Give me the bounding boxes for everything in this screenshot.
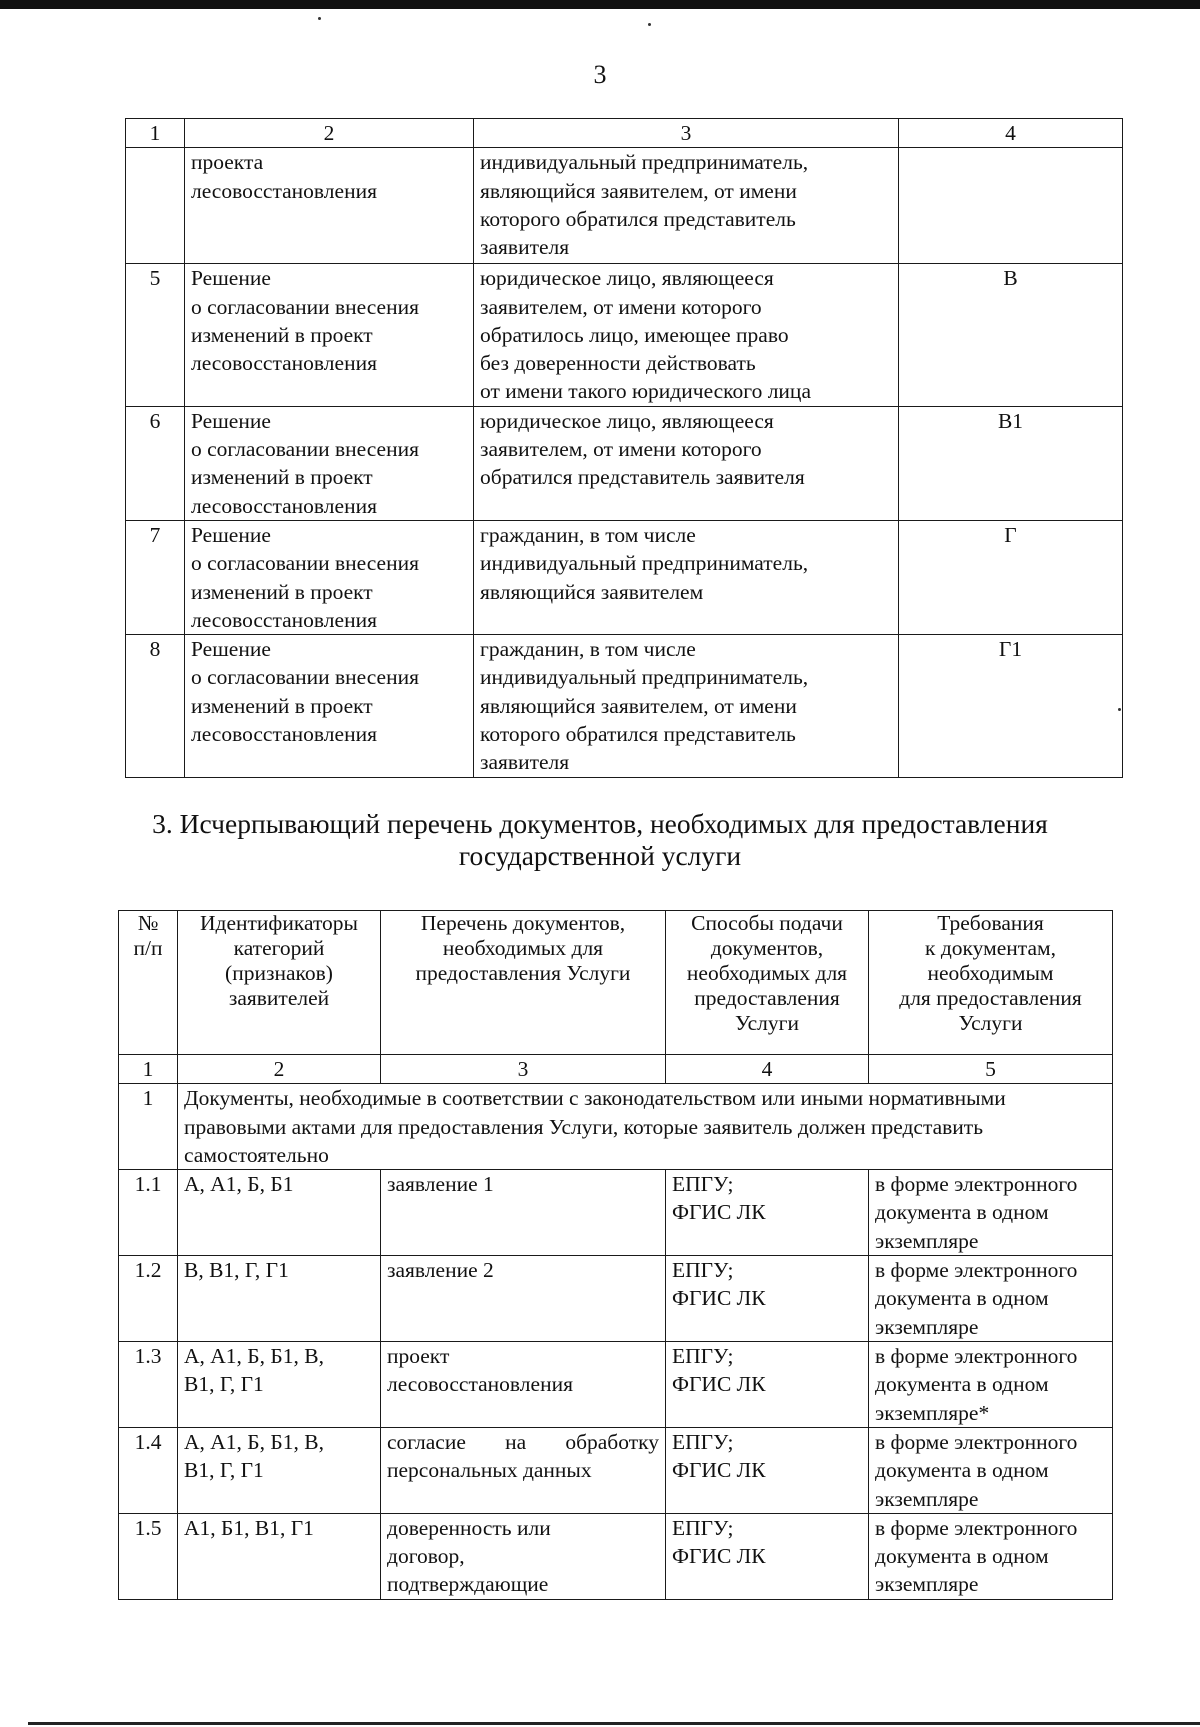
document-name xyxy=(381,1427,666,1513)
table-row xyxy=(126,635,1123,777)
group-number: 1 xyxy=(119,1084,178,1170)
category-code: В xyxy=(899,264,1123,406)
table-header-row xyxy=(119,911,1113,1055)
page-number: 3 xyxy=(593,60,607,89)
column-number: 3 xyxy=(381,1055,666,1084)
document-name: проекта лесовосстановления xyxy=(185,148,474,264)
row-number: 8 xyxy=(126,635,185,777)
applicant-ids: В, В1, Г, Г1 xyxy=(178,1256,381,1342)
scan-top-edge xyxy=(0,0,1200,9)
category-code: Г xyxy=(899,520,1123,634)
table-row xyxy=(119,1170,1113,1256)
group-description: Документы, необходимые в соответствии с законодательством или иными нормативными правовыми актами для предоставления Услуги, которые заявитель должен представить самостоятельно xyxy=(178,1084,1113,1170)
column-number-row xyxy=(119,1055,1113,1084)
submission-method: ЕПГУ; ФГИС ЛК xyxy=(666,1427,869,1513)
table-row xyxy=(119,1342,1113,1428)
table-row xyxy=(126,406,1123,520)
document-name-line: согласие на обработку xyxy=(387,1429,659,1454)
applicant-description: гражданин, в том числе индивидуальный предприниматель, являющийся заявителем, от имени которого обратился представитель заявителя xyxy=(474,635,899,777)
category-code: Г1 xyxy=(899,635,1123,777)
row-number: 1.5 xyxy=(119,1513,178,1599)
table-header-row xyxy=(126,119,1123,148)
row-number: 1.4 xyxy=(119,1427,178,1513)
header-cell: Идентификаторы категорий (признаков) заявителей xyxy=(178,911,381,1055)
submission-method: ЕПГУ; ФГИС ЛК xyxy=(666,1342,869,1428)
document-requirements: в форме электронного документа в одном экземпляре* xyxy=(869,1342,1113,1428)
scan-speck xyxy=(318,17,321,20)
header-cell: 2 xyxy=(185,119,474,148)
document-name: доверенность или договор, подтверждающие xyxy=(381,1513,666,1599)
applicant-ids: А1, Б1, В1, Г1 xyxy=(178,1513,381,1599)
row-number: 1.1 xyxy=(119,1170,178,1256)
table-row xyxy=(126,520,1123,634)
category-code: В1 xyxy=(899,406,1123,520)
applicant-categories-table xyxy=(125,118,1123,778)
document-requirements: в форме электронного документа в одном экземпляре xyxy=(869,1256,1113,1342)
header-cell: Перечень документов, необходимых для предоставления Услуги xyxy=(381,911,666,1055)
section-3-title: 3. Исчерпывающий перечень документов, необходимых для предоставления государственной услуги xyxy=(152,808,1048,871)
table-row xyxy=(119,1513,1113,1599)
header-cell: Способы подачи документов, необходимых для предоставления Услуги xyxy=(666,911,869,1055)
row-number: 1.3 xyxy=(119,1342,178,1428)
header-cell: № п/п xyxy=(119,911,178,1055)
group-row xyxy=(119,1084,1113,1170)
submission-method: ЕПГУ; ФГИС ЛК xyxy=(666,1256,869,1342)
document-name: заявление 1 xyxy=(381,1170,666,1256)
column-number: 4 xyxy=(666,1055,869,1084)
scan-bottom-edge xyxy=(28,1722,1200,1725)
table-row xyxy=(119,1427,1113,1513)
submission-method: ЕПГУ; ФГИС ЛК xyxy=(666,1170,869,1256)
scan-speck xyxy=(648,23,651,26)
applicant-description: гражданин, в том числе индивидуальный предприниматель, являющийся заявителем xyxy=(474,520,899,634)
applicant-description: юридическое лицо, являющееся заявителем, от имени которого обратился представитель заявителя xyxy=(474,406,899,520)
submission-method: ЕПГУ; ФГИС ЛК xyxy=(666,1513,869,1599)
column-number: 2 xyxy=(178,1055,381,1084)
document-requirements: в форме электронного документа в одном экземпляре xyxy=(869,1427,1113,1513)
applicant-ids: А, А1, Б, Б1, В, В1, Г, Г1 xyxy=(178,1427,381,1513)
document-name: проект лесовосстановления xyxy=(381,1342,666,1428)
row-number xyxy=(126,148,185,264)
document-name-line: персональных данных xyxy=(387,1458,592,1483)
row-number: 1.2 xyxy=(119,1256,178,1342)
header-cell: 4 xyxy=(899,119,1123,148)
document-name: Решение о согласовании внесения изменений в проект лесовосстановления xyxy=(185,520,474,634)
document-requirements: в форме электронного документа в одном экземпляре xyxy=(869,1513,1113,1599)
document-name: Решение о согласовании внесения изменений в проект лесовосстановления xyxy=(185,635,474,777)
header-cell: Требования к документам, необходимым для предоставления Услуги xyxy=(869,911,1113,1055)
documents-list-table xyxy=(118,910,1113,1600)
applicant-description: индивидуальный предприниматель, являющийся заявителем, от имени которого обратился представитель заявителя xyxy=(474,148,899,264)
table-row xyxy=(119,1256,1113,1342)
row-number: 7 xyxy=(126,520,185,634)
document-name: Решение о согласовании внесения изменений в проект лесовосстановления xyxy=(185,406,474,520)
table-row xyxy=(126,264,1123,406)
row-number: 6 xyxy=(126,406,185,520)
header-cell: 3 xyxy=(474,119,899,148)
applicant-ids: А, А1, Б, Б1, В, В1, Г, Г1 xyxy=(178,1342,381,1428)
column-number: 1 xyxy=(119,1055,178,1084)
document-name: Решение о согласовании внесения изменений в проект лесовосстановления xyxy=(185,264,474,406)
applicant-ids: А, А1, Б, Б1 xyxy=(178,1170,381,1256)
applicant-description: юридическое лицо, являющееся заявителем, от имени которого обратилось лицо, имеющее право без доверенности действовать от имени такого юридического лица xyxy=(474,264,899,406)
document-requirements: в форме электронного документа в одном экземпляре xyxy=(869,1170,1113,1256)
document-name: заявление 2 xyxy=(381,1256,666,1342)
header-cell: 1 xyxy=(126,119,185,148)
row-number: 5 xyxy=(126,264,185,406)
table-row xyxy=(126,148,1123,264)
category-code xyxy=(899,148,1123,264)
column-number: 5 xyxy=(869,1055,1113,1084)
